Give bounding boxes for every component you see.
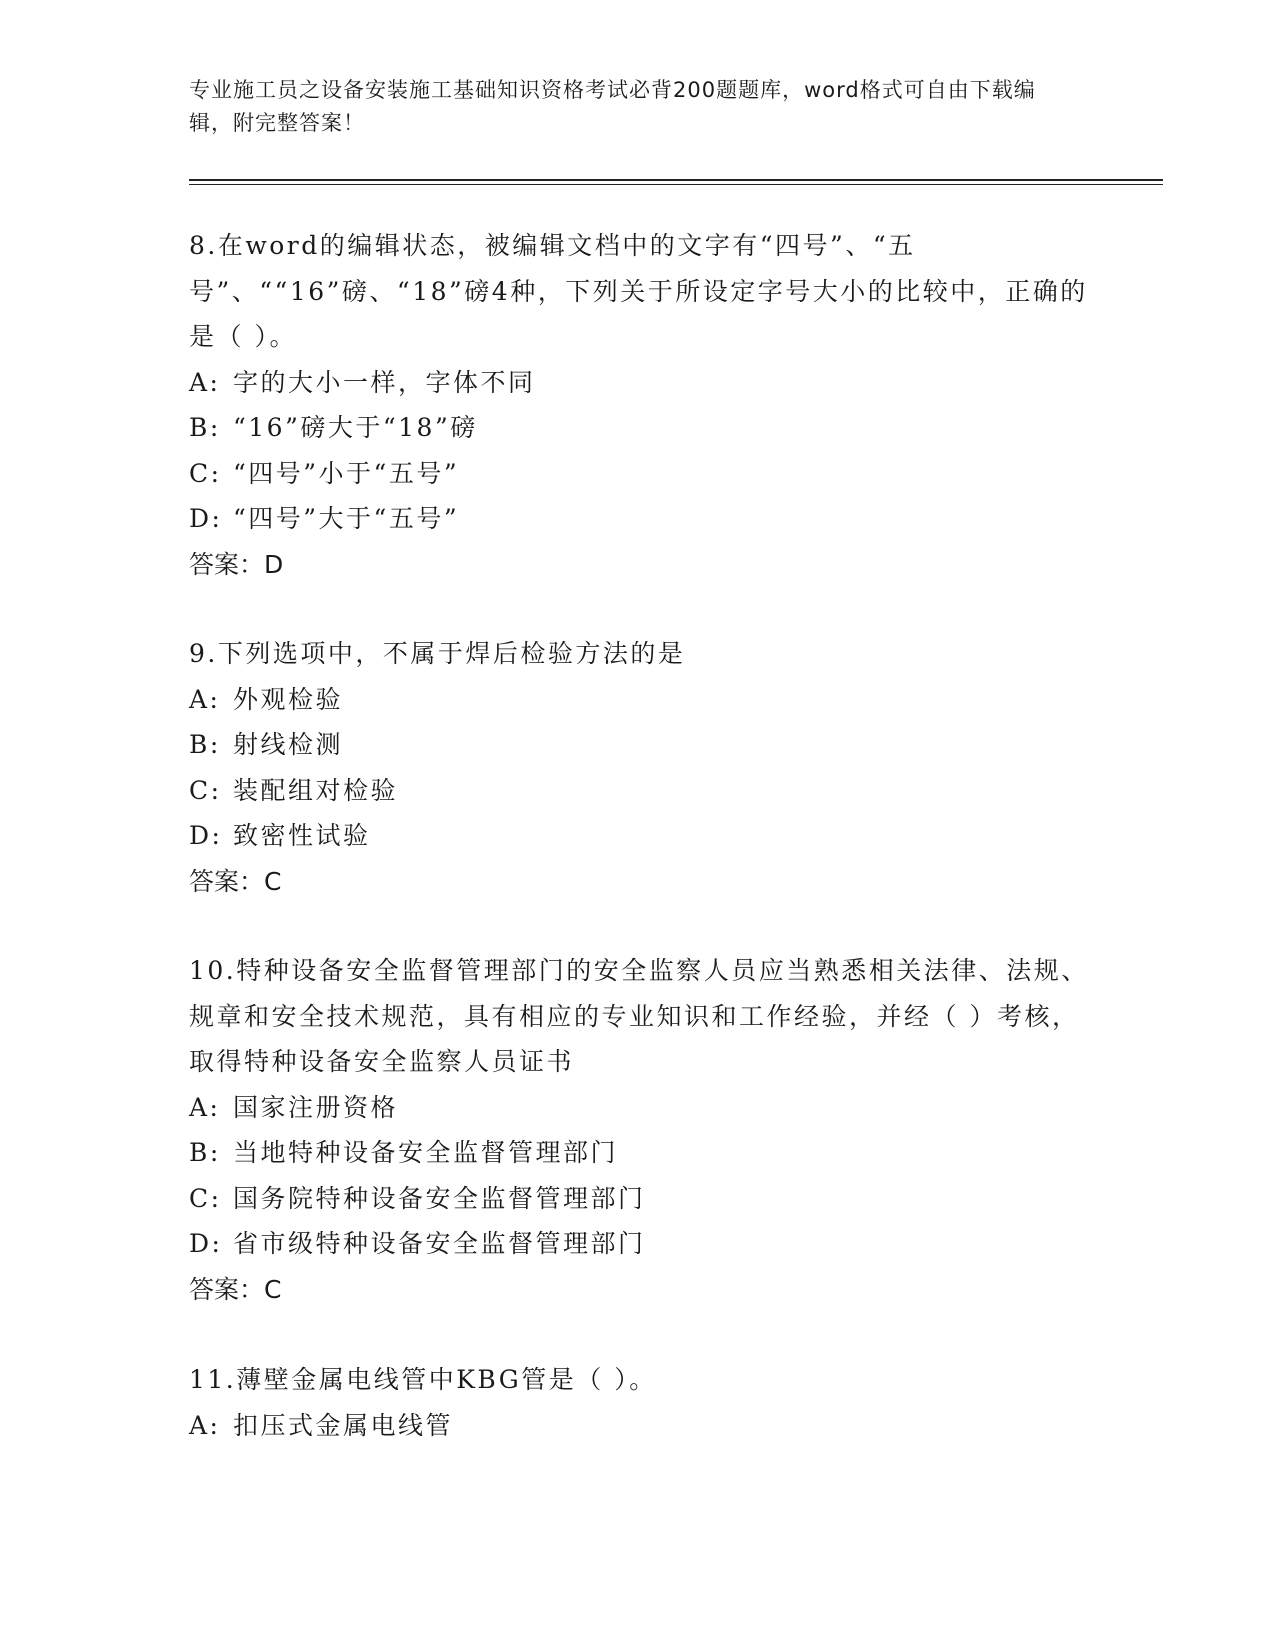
option-b: B: 当地特种设备安全监督管理部门 <box>189 1138 619 1167</box>
option-c: C: “四号”小于“五号” <box>189 458 460 488</box>
option-a: A: 外观检验 <box>189 684 344 714</box>
question-10 <box>189 948 1089 1312</box>
question-stem: 8.在word的编辑状态，被编辑文档中的文字有“四号”、“五号”、““16”磅、“18”磅4种，下列关于所设定字号大小的比较中，正确的是（ ）。 <box>189 231 1088 351</box>
answer-label: 答案：D <box>189 549 284 579</box>
question-stem: 11.薄壁金属电线管中KBG管是（ ）。 <box>189 1365 657 1394</box>
question-8 <box>189 223 1089 587</box>
option-b: B: 射线检测 <box>189 730 344 759</box>
question-11 <box>189 1357 1089 1448</box>
option-c: C: 装配组对检验 <box>189 775 399 805</box>
option-a: A: 国家注册资格 <box>189 1092 399 1122</box>
answer-label: 答案：C <box>189 866 282 896</box>
header-divider-thick <box>189 179 1163 181</box>
header-divider-thin <box>189 184 1163 185</box>
option-a: A: 字的大小一样，字体不同 <box>189 367 536 397</box>
document-title: 专业施工员之设备安装施工基础知识资格考试必背200题题库，word格式可自由下载编辑，附完整答案！ <box>189 78 1036 135</box>
option-d: D: 致密性试验 <box>189 821 371 850</box>
option-d: D: “四号”大于“五号” <box>189 504 460 533</box>
question-9 <box>189 631 1089 904</box>
question-stem: 10.特种设备安全监督管理部门的安全监察人员应当熟悉相关法律、法规、规章和安全技术规范，具有相应的专业知识和工作经验，并经（ ）考核，取得特种设备安全监察人员证书 <box>189 956 1089 1076</box>
answer-label: 答案：C <box>189 1274 282 1304</box>
option-c: C: 国务院特种设备安全监督管理部门 <box>189 1183 646 1213</box>
question-stem: 9.下列选项中，不属于焊后检验方法的是 <box>189 639 686 668</box>
option-d: D: 省市级特种设备安全监督管理部门 <box>189 1229 646 1258</box>
option-a: A: 扣压式金属电线管 <box>189 1410 454 1440</box>
option-b: B: “16”磅大于“18”磅 <box>189 413 478 442</box>
